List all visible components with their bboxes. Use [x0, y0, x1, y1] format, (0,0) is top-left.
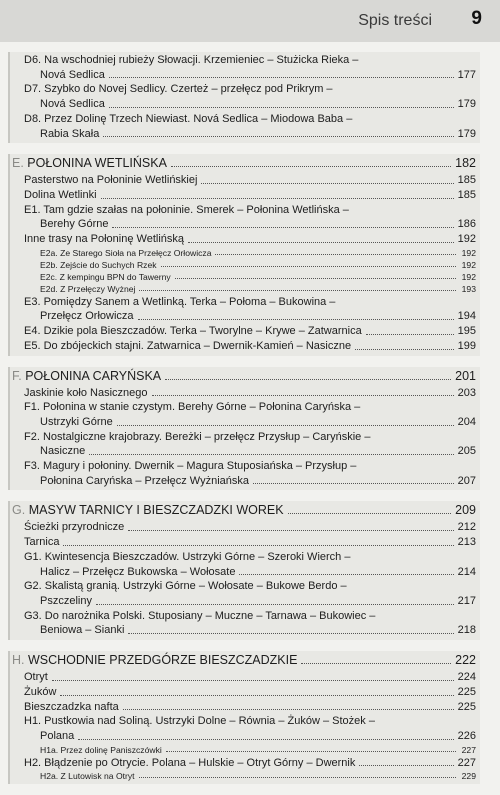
toc-entry-text: Dolina Wetlinki [24, 188, 97, 201]
toc-entry-text: Ustrzyki Górne [40, 415, 113, 428]
toc-subentry[interactable] [10, 770, 480, 782]
section-heading-text [12, 368, 161, 384]
toc-entry-page: 192 [457, 233, 476, 246]
leader-dots [152, 395, 454, 396]
toc-entry-text: Połonina Caryńska – Przełęcz Wyżniańska [40, 474, 249, 487]
toc-entry-text: Polana [40, 729, 75, 742]
leader-dots [109, 77, 454, 78]
toc-entry[interactable] [10, 565, 480, 580]
toc-entry-text: Berehy Górne [40, 218, 109, 231]
toc-entry-text: H2. Błądzenie po Otrycie. Polana – Hulskie – Otryt Górny – Dwernik [24, 756, 356, 769]
leader-dots [101, 198, 454, 199]
toc-entry-page: 192 [461, 247, 476, 258]
toc-section [8, 154, 480, 355]
toc-entry-page: 199 [457, 339, 476, 352]
toc-entry-page: 192 [461, 271, 476, 282]
toc-entry-text: Pasterstwo na Połoninie Wetlińskiej [24, 174, 198, 187]
toc-entry-line: G1. Kwintesencja Bieszczadów. Ustrzyki Górne – Szeroki Wierch – [24, 550, 351, 563]
toc-entry-text: E2a. Ze Starego Sioła na Przełęcz Orłowicza [40, 247, 212, 258]
toc-entry[interactable] [10, 324, 480, 339]
toc-entry[interactable] [10, 520, 480, 535]
toc-entry[interactable] [10, 386, 480, 401]
leader-dots [359, 765, 453, 766]
toc-entry-text: Nová Sedlica [40, 68, 105, 81]
toc-entry[interactable] [10, 535, 480, 550]
section-letter: F. [12, 368, 22, 383]
toc-entry[interactable] [10, 700, 480, 715]
table-of-contents [8, 52, 480, 795]
leader-dots [171, 166, 451, 167]
section-heading[interactable] [10, 155, 480, 171]
section-letter: E. [12, 156, 24, 171]
toc-entry[interactable] [10, 623, 480, 638]
section-title: POŁONINA CARYŃSKA [25, 368, 162, 383]
leader-dots [138, 319, 454, 320]
toc-entry-page: 225 [457, 685, 476, 698]
section-page: 209 [455, 503, 476, 518]
toc-entry[interactable] [10, 97, 480, 112]
toc-entry-page: 205 [457, 445, 476, 458]
leader-dots [123, 709, 454, 710]
leader-dots [175, 278, 456, 279]
toc-entry-page: 177 [457, 68, 476, 81]
leader-dots [201, 183, 453, 184]
page-number: 9 [471, 8, 482, 29]
toc-entry[interactable] [10, 729, 480, 744]
section-page: 182 [455, 156, 476, 171]
toc-entry-text: E5. Do zbójeckich stajni. Zatwarnica – Dwernik-Kamień – Nasiczne [24, 339, 352, 352]
toc-entry-page: 207 [457, 474, 476, 487]
toc-entry[interactable] [10, 685, 480, 700]
toc-section [8, 367, 480, 491]
toc-entry-page: 212 [457, 521, 476, 534]
section-heading[interactable] [10, 368, 480, 384]
toc-entry-text: Bieszczadzka nafta [24, 700, 119, 713]
toc-entry-text: E2c. Z kempingu BPN do Tawerny [40, 271, 171, 282]
toc-entry-page: 194 [457, 310, 476, 323]
page-title: Spis treści [358, 12, 432, 29]
toc-entry-page: 204 [457, 415, 476, 428]
toc-entry-text: Przełęcz Orłowicza [40, 310, 134, 323]
toc-entry[interactable] [10, 68, 480, 83]
toc-entry-text: Inne trasy na Połoninę Wetlińską [24, 233, 184, 246]
toc-entry[interactable] [10, 415, 480, 430]
leader-dots [96, 604, 454, 605]
section-heading[interactable] [10, 502, 480, 518]
section-title: MASYW TARNICY I BIESZCZADZKI WOREK [28, 503, 284, 518]
section-title: POŁONINA WETLIŃSKA [27, 156, 167, 171]
toc-entry-text: Otryt [24, 671, 48, 684]
toc-entry-page: 186 [457, 218, 476, 231]
leader-dots [161, 266, 456, 267]
toc-entry-line: E3. Pomiędzy Sanem a Wetlinką. Terka – Połoma – Bukowina – [24, 295, 336, 308]
toc-section [8, 651, 480, 784]
toc-entry-text: Tarnica [24, 536, 60, 549]
leader-dots [288, 513, 452, 514]
toc-entry[interactable] [10, 594, 480, 609]
section-letter: H. [12, 653, 25, 668]
toc-section [8, 52, 480, 143]
toc-entry[interactable] [10, 339, 480, 354]
toc-entry[interactable] [10, 309, 480, 324]
leader-dots [78, 739, 453, 740]
toc-entry-page: 226 [457, 729, 476, 742]
toc-entry-page: 218 [457, 624, 476, 637]
section-page: 222 [455, 653, 476, 668]
leader-dots [165, 379, 451, 380]
toc-entry[interactable] [10, 217, 480, 232]
toc-entry-page: 227 [461, 744, 476, 755]
section-heading-text [12, 502, 284, 518]
toc-entry-line: D7. Szybko do Novej Sedlicy. Czerteż – przełęcz pod Prikrym – [24, 83, 333, 96]
toc-entry[interactable] [10, 173, 480, 188]
toc-entry-text: E2b. Zejście do Suchych Rzek [40, 259, 157, 270]
toc-entry[interactable] [10, 232, 480, 247]
toc-entry-text: E2d. Z Przełęczy Wyżnej [40, 283, 136, 294]
toc-entry-line: F3. Magury i połoniny. Dwernik – Magura Stuposiańska – Przysłup – [24, 460, 357, 473]
toc-entry-page: 193 [461, 283, 476, 294]
section-heading-text [12, 155, 167, 171]
toc-entry-page: 227 [457, 756, 476, 769]
toc-entry-text: Nasiczne [40, 445, 86, 458]
toc-entry-page: 179 [457, 127, 476, 140]
toc-entry-page: 185 [457, 188, 476, 201]
leader-dots [366, 334, 454, 335]
toc-entry-text: H2a. Z Lutowisk na Otryt [40, 771, 135, 782]
toc-entry-page: 179 [457, 98, 476, 111]
toc-entry-page: 213 [457, 536, 476, 549]
leader-dots [117, 425, 454, 426]
toc-entry-line: H1. Pustkowia nad Soliną. Ustrzyki Dolne – Równia – Żuków – Stożek – [24, 715, 375, 728]
leader-dots [355, 349, 454, 350]
toc-entry-page: 225 [457, 700, 476, 713]
toc-entry-text: Pszczeliny [40, 594, 92, 607]
toc-entry-page: 195 [457, 325, 476, 338]
leader-dots [112, 227, 453, 228]
toc-entry[interactable] [10, 127, 480, 142]
leader-dots [253, 483, 454, 484]
toc-subentry[interactable] [10, 259, 480, 271]
toc-entry-text: Rabia Skała [40, 127, 100, 140]
toc-entry[interactable] [10, 188, 480, 203]
toc-subentry[interactable] [10, 271, 480, 283]
toc-entry-line: G3. Do narożnika Polski. Stuposiany – Muczne – Tarnawa – Bukowiec – [24, 609, 376, 622]
leader-dots [103, 136, 453, 137]
toc-entry-line: D8. Przez Dolinę Trzech Niewiast. Nová Sedlica – Miodowa Baba – [24, 112, 353, 125]
toc-entry-text: Beniowa – Sianki [40, 624, 125, 637]
leader-dots [301, 663, 451, 664]
leader-dots [215, 254, 456, 255]
section-page: 201 [455, 368, 476, 383]
toc-entry-page: 229 [461, 771, 476, 782]
toc-subentry[interactable] [10, 247, 480, 259]
leader-dots [89, 454, 453, 455]
toc-entry-text: H1a. Przez dolinę Paniszczówki [40, 744, 162, 755]
toc-entry-line: F1. Połonina w stanie czystym. Berehy Górne – Połonina Caryńska – [24, 401, 361, 414]
section-title: WSCHODNIE PRZEDGÓRZE BIESZCZADZKIE [27, 653, 298, 668]
toc-entry[interactable] [10, 756, 480, 771]
leader-dots [60, 695, 453, 696]
leader-dots [239, 574, 453, 575]
leader-dots [166, 751, 456, 752]
toc-entry[interactable] [10, 670, 480, 685]
toc-section [8, 501, 480, 640]
toc-entry-page: 217 [457, 594, 476, 607]
section-heading[interactable] [10, 652, 480, 668]
section-letter: G. [12, 503, 26, 518]
toc-entry-line: F2. Nostalgiczne krajobrazy. Bereżki – przełęcz Przysłup – Caryńskie – [24, 430, 371, 443]
section-heading-text [12, 652, 297, 668]
toc-entry-line: E1. Tam gdzie szałas na połoninie. Smerek – Połonina Wetlińska – [24, 203, 349, 216]
toc-entry[interactable] [10, 474, 480, 489]
toc-entry[interactable] [10, 444, 480, 459]
toc-subentry[interactable] [10, 744, 480, 756]
toc-entry-text: Ścieżki przyrodnicze [24, 521, 125, 534]
page-header [0, 0, 500, 42]
toc-entry-page: 224 [457, 671, 476, 684]
toc-subentry[interactable] [10, 283, 480, 295]
toc-entry-text: Żuków [24, 685, 57, 698]
toc-entry-page: 185 [457, 174, 476, 187]
leader-dots [128, 633, 453, 634]
leader-dots [52, 680, 454, 681]
toc-entry-line: G2. Skalistą granią. Ustrzyki Górne – Wołosate – Bukowe Berdo – [24, 580, 347, 593]
leader-dots [188, 242, 454, 243]
toc-entry-text: E4. Dzikie pola Bieszczadów. Terka – Tworylne – Krywe – Zatwarnica [24, 325, 362, 338]
leader-dots [139, 290, 456, 291]
leader-dots [128, 530, 453, 531]
toc-entry-text: Halicz – Przełęcz Bukowska – Wołosate [40, 565, 236, 578]
leader-dots [139, 777, 456, 778]
toc-entry-text: Jaskinie koło Nasicznego [24, 386, 148, 399]
leader-dots [63, 545, 453, 546]
toc-entry-page: 192 [461, 259, 476, 270]
leader-dots [109, 107, 454, 108]
toc-entry-page: 214 [457, 565, 476, 578]
toc-entry-text: Nová Sedlica [40, 98, 105, 111]
toc-entry-page: 203 [457, 386, 476, 399]
toc-entry-line: D6. Na wschodniej rubieży Słowacji. Krzemieniec – Stużicka Rieka – [24, 54, 359, 66]
